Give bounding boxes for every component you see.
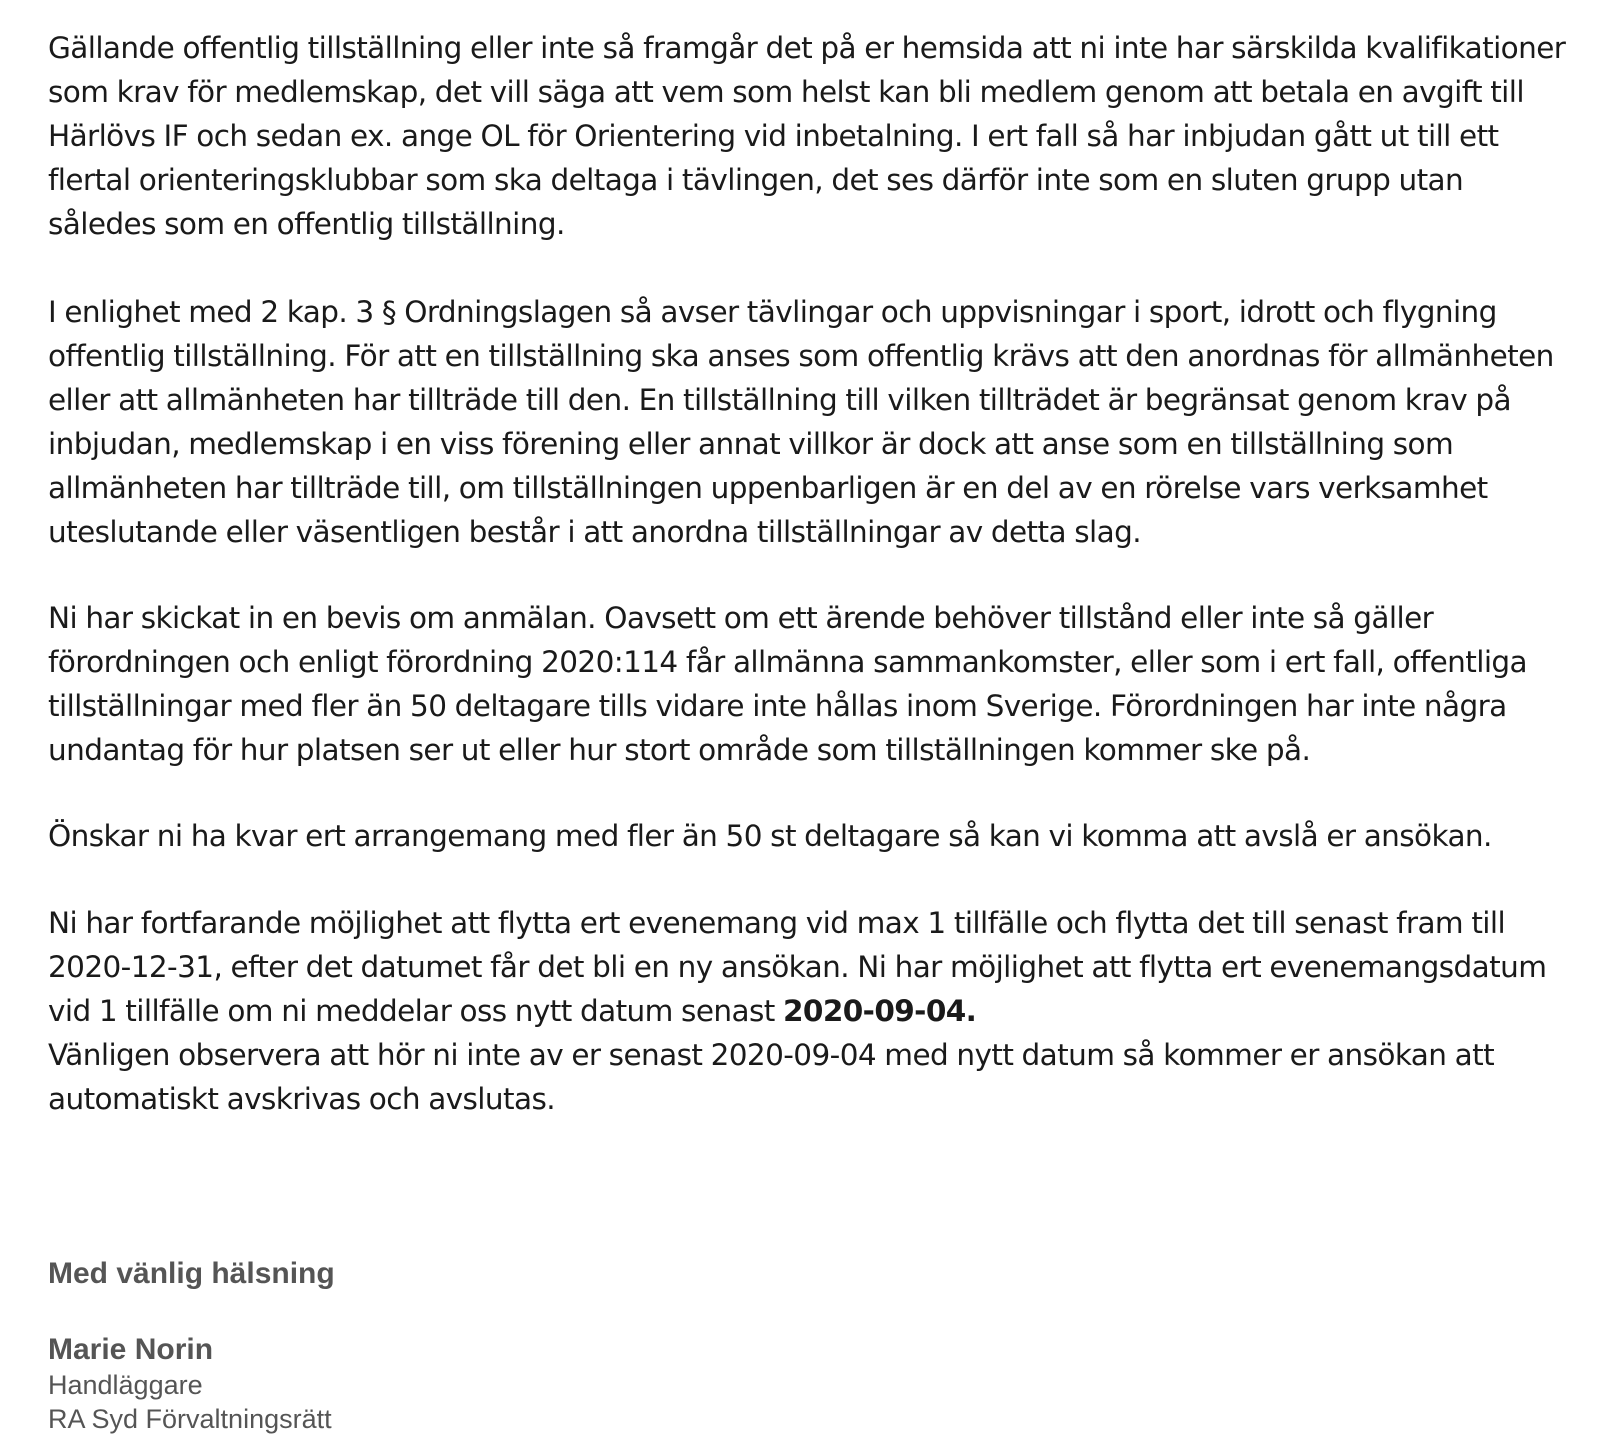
paragraph-reschedule: [48, 901, 1578, 1033]
paragraph-ordningslagen: I enlighet med 2 kap. 3 § Ordningslagen så avser tävlingar och uppvisningar i sport, idrott och flygning offentlig tillställning. För att en tillställning ska anses som offentlig krävs att den anordnas för allmänheten eller att allmänheten har tillträde till den. En tillställning till vilken tillträdet är begränsat genom krav på inbjudan, medlemskap i en viss förening eller annat villkor är dock att anse som en tillställning som allmänheten har tillträde till, om tillställningen uppenbarligen är en del av en rörelse vars verksamhet uteslutande eller väsentligen består i att anordna tillställningar av detta slag.: [48, 295, 1554, 549]
paragraph-warning: Önskar ni ha kvar ert arrangemang med fler än 50 st deltagare så kan vi komma att avslå er ansökan.: [48, 819, 1492, 853]
signer-title: Handläggare: [48, 1370, 203, 1400]
signer-name: Marie Norin: [48, 1333, 214, 1366]
letter-body: [48, 26, 1578, 1121]
paragraph-notice: Vänligen observera att hör ni inte av er senast 2020-09-04 med nytt datum så kommer er ansökan att automatiskt avskrivas och avslutas.: [48, 1038, 1495, 1116]
paragraph-reschedule-text: Ni har fortfarande möjlighet att flytta ert evenemang vid max 1 tillfälle och flytta det till senast fram till 2020-12-31, efter det datumet får det bli en ny ansökan. Ni har möjlighet att flytta ert evenemangsdatum vid 1 tillfälle om ni meddelar oss nytt datum senast: [48, 906, 1547, 1028]
paragraph-forordning: Ni har skickat in en bevis om anmälan. Oavsett om ett ärende behöver tillstånd eller inte så gäller förordningen och enligt förordning 2020:114 får allmänna sammankomster, eller som i ert fall, offentliga tillställningar med fler än 50 deltagare tills vidare inte hållas inom Sverige. Förordningen har inte några undantag för hur platsen ser ut eller hur stort område som tillställningen kommer ske på.: [48, 601, 1528, 767]
signature-block: [48, 1256, 335, 1436]
deadline-date: 2020-09-04.: [782, 994, 977, 1028]
paragraph-public-event: Gällande offentlig tillställning eller inte så framgår det på er hemsida att ni inte har särskilda kvalifikationer som krav för medlemskap, det vill säga att vem som helst kan bli medlem genom att betala en avgift till Härlövs IF och sedan ex. ange OL för Orientering vid inbetalning. I ert fall så har inbjudan gått ut till ett flertal orienteringsklubbar som ska deltaga i tävlingen, det ses därför inte som en sluten grupp utan således som en offentlig tillställning.: [48, 31, 1566, 241]
closing-greeting: Med vänlig hälsning: [48, 1257, 335, 1290]
signer-organization: RA Syd Förvaltningsrätt: [48, 1404, 332, 1434]
